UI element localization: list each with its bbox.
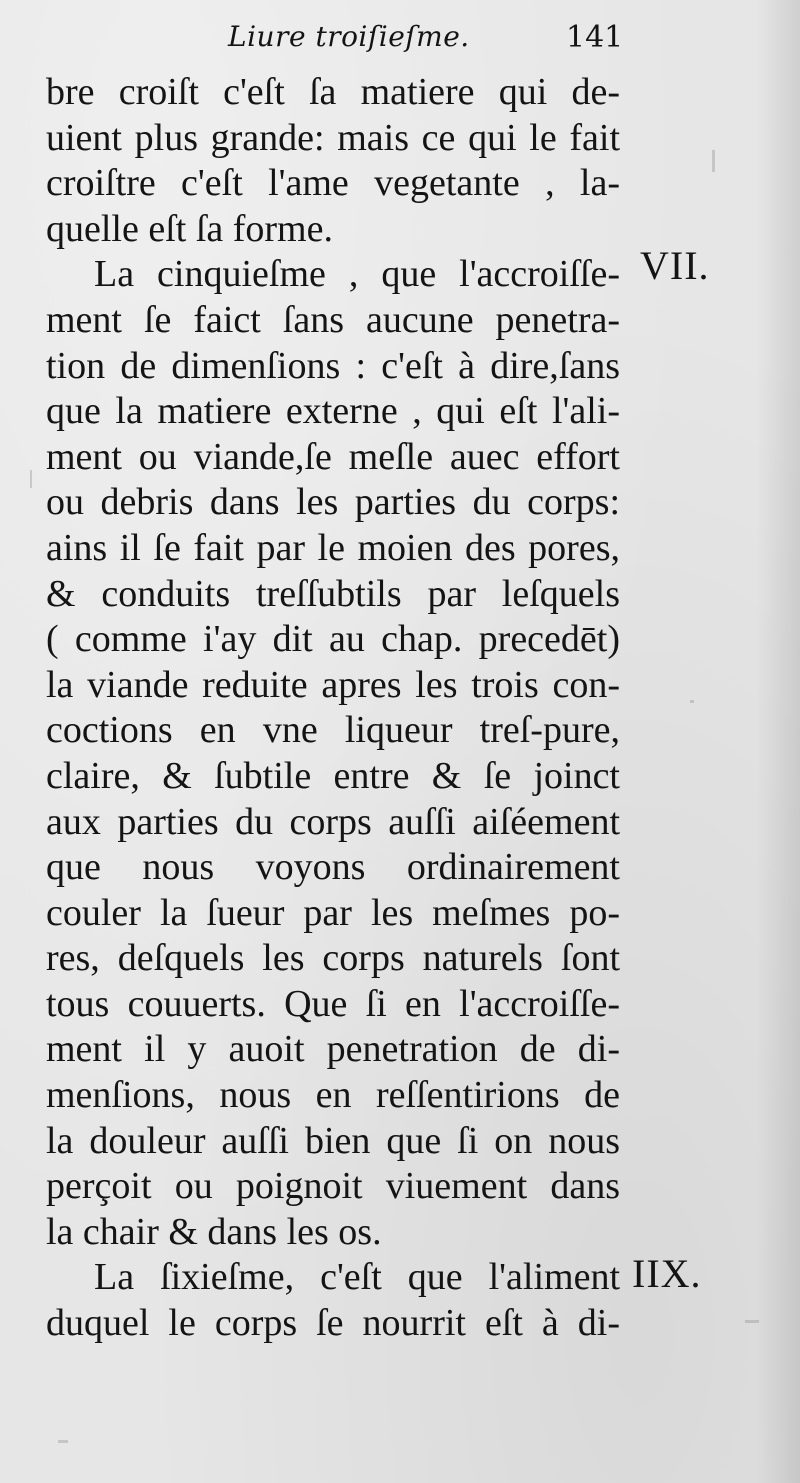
text-line: uient plus grande: mais ce qui le fait: [46, 116, 620, 159]
page-header: [0, 14, 800, 64]
marginal-note-vii: VII.: [640, 243, 710, 288]
text-line: La cinquieſme , que l'accroiſſe-: [94, 253, 620, 296]
body-text: [46, 70, 620, 1347]
running-title: Liure troiſieſme.: [228, 20, 470, 53]
paper-speck: [58, 1440, 68, 1443]
text-line: ment ſe faict ſans aucune penetra-: [46, 298, 620, 341]
text-line: claire, & ſubtile entre & ſe joinct: [46, 754, 620, 797]
text-line: tous couuerts. Que ſi en l'accroiſſe-: [46, 982, 620, 1025]
text-line: res, deſquels les corps naturels ſont: [46, 937, 620, 980]
text-line: ains il ſe fait par le moien des pores,: [46, 526, 620, 569]
paper-speck: [690, 700, 694, 703]
text-line: La ſixieſme, c'eſt que l'aliment: [94, 1256, 620, 1299]
text-line: couler la ſueur par les meſmes po-: [46, 891, 620, 934]
text-line: ou debris dans les parties du corps:: [46, 481, 620, 524]
text-line: tion de dimenſions : c'eſt à dire,ſans: [46, 344, 620, 387]
paper-speck: [712, 150, 715, 172]
text-line: la douleur auſſi bien que ſi on nous: [46, 1119, 620, 1162]
text-line: perçoit ou poignoit viuement dans: [46, 1165, 620, 1208]
text-line: que la matiere externe , qui eſt l'ali-: [46, 390, 620, 433]
text-line: bre croiſt c'eſt ſa matiere qui de-: [46, 71, 620, 113]
marginal-note-iix: IIX.: [632, 1251, 702, 1296]
text-line: que nous voyons ordinairement: [46, 846, 620, 889]
paper-speck: [30, 470, 32, 488]
text-line: aux parties du corps auſſi aiſéement: [46, 800, 620, 843]
page-number: 141: [566, 20, 624, 55]
text-line: menſions, nous en reſſentirions de: [46, 1074, 620, 1117]
text-line: & conduits treſſubtils par leſquels: [46, 572, 620, 615]
text-line: ment ou viande,ſe meſle auec effort: [46, 435, 620, 478]
text-line: la viande reduite apres les trois con-: [46, 663, 620, 706]
text-line: coctions en vne liqueur treſ-pure,: [46, 709, 620, 752]
text-line: duquel le corps ſe nourrit eſt à di-: [46, 1302, 620, 1345]
paper-speck: [745, 1320, 759, 1323]
text-line: la chair & dans les os.: [46, 1210, 382, 1253]
page-edge-shadow: [756, 0, 800, 1483]
text-line: croiſtre c'eſt l'ame vegetante , la-: [46, 162, 620, 205]
text-line: ( comme i'ay dit au chap. precedēt): [46, 618, 620, 661]
text-line: ment il y auoit penetration de di-: [46, 1028, 620, 1071]
text-line: quelle eſt ſa forme.: [46, 207, 333, 250]
